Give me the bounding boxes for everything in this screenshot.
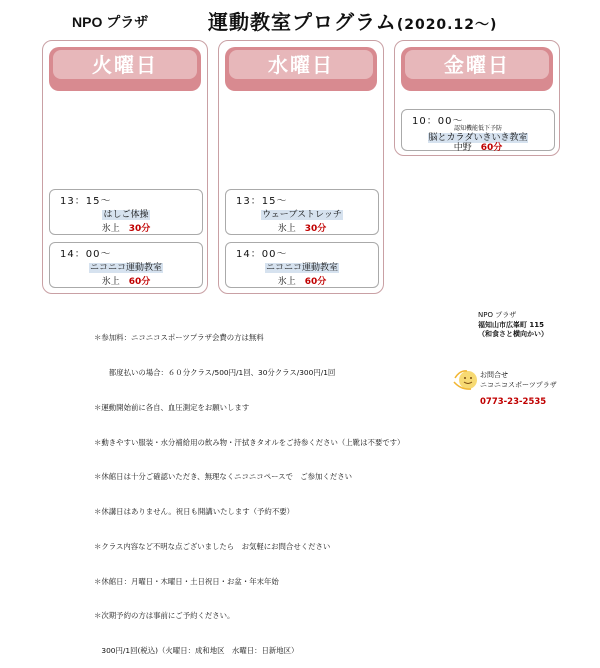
day-column-wednesday <box>218 40 384 294</box>
day-label: 水曜日 <box>229 50 373 79</box>
session-time: 14：00～ <box>236 249 288 260</box>
note-line: ＊運動開始前に各自、血圧測定をお願いします <box>94 402 250 412</box>
session-time: 14：00～ <box>60 249 112 260</box>
note-line: 都度払いの場合：６０分クラス/500円/1回、30分クラス/300円/1回 <box>94 367 336 377</box>
note-line: ＊動きやすい服装・水分補給用の飲み物・汗拭きタオルをご持参ください（上靴は不要です） <box>94 437 405 447</box>
title-period: (2020.12～) <box>396 17 498 33</box>
notes-list <box>94 309 404 668</box>
contact-block <box>470 370 557 390</box>
session-teacher: 氷上 30分 <box>101 224 151 234</box>
session-teacher: 氷上 60分 <box>277 277 327 287</box>
session-time: 10：00～ <box>412 116 464 127</box>
session-name: はしご体操 <box>103 210 149 220</box>
session-name: 脳とカラダいきいき教室 <box>428 133 528 143</box>
session-time: 13：15～ <box>236 196 288 207</box>
day-header <box>49 47 201 91</box>
note-line: ＊クラス内容など不明な点ございましたら お気軽にお問合せください <box>94 541 331 551</box>
day-column-tuesday <box>42 40 208 294</box>
organization-name: NPO プラザ <box>72 14 149 30</box>
session-card <box>401 109 555 151</box>
page-title <box>208 6 497 35</box>
session-teacher: 氷上 60分 <box>101 277 151 287</box>
session-teacher: 中野 60分 <box>453 143 503 153</box>
contact-label: お問合せ <box>480 371 508 379</box>
session-teacher: 氷上 30分 <box>277 224 327 234</box>
day-label: 金曜日 <box>405 50 549 79</box>
note-line: ＊次期予約の方は事前にご予約ください。 <box>94 611 235 621</box>
day-header <box>401 47 553 91</box>
note-line: ＊休館日：月曜日・木曜日・土日祝日・お盆・年末年始 <box>94 576 279 586</box>
day-header <box>225 47 377 91</box>
note-line: 300円/1回(税込)（火曜日：成和地区 水曜日：日新地区） <box>94 646 299 656</box>
day-column-friday <box>394 40 560 156</box>
note-line: ＊参加料：ニコニコスポーツプラザ会費の方は無料 <box>94 333 264 343</box>
session-card <box>49 189 203 235</box>
day-label: 火曜日 <box>53 50 197 79</box>
address-block <box>478 311 548 340</box>
session-time: 13：15～ <box>60 196 112 207</box>
session-card <box>49 242 203 288</box>
note-line: ＊休講日はありません。祝日も開講いたします（予約不要） <box>94 507 294 517</box>
address-org: NPO プラザ <box>478 311 517 319</box>
address-street: 福知山市広峯町 115 <box>478 320 545 329</box>
session-card <box>225 189 379 235</box>
session-name: ウェーブストレッチ <box>262 210 342 220</box>
note-line: ＊休館日は十分ご確認いただき、無理なくニコニコペースで ご参加ください <box>94 472 353 482</box>
session-name: ニコニコ運動教室 <box>89 263 162 273</box>
session-card <box>225 242 379 288</box>
contact-name: ニコニコスポーツプラザ <box>480 381 557 389</box>
session-name: ニコニコ運動教室 <box>265 263 338 273</box>
session-note: 認知機能低下予防 <box>453 125 502 132</box>
address-landmark: （和食さと横向かい） <box>478 330 548 338</box>
title-text: 運動教室プログラム <box>208 10 397 34</box>
contact-phone: 0773-23-2535 <box>480 397 547 407</box>
